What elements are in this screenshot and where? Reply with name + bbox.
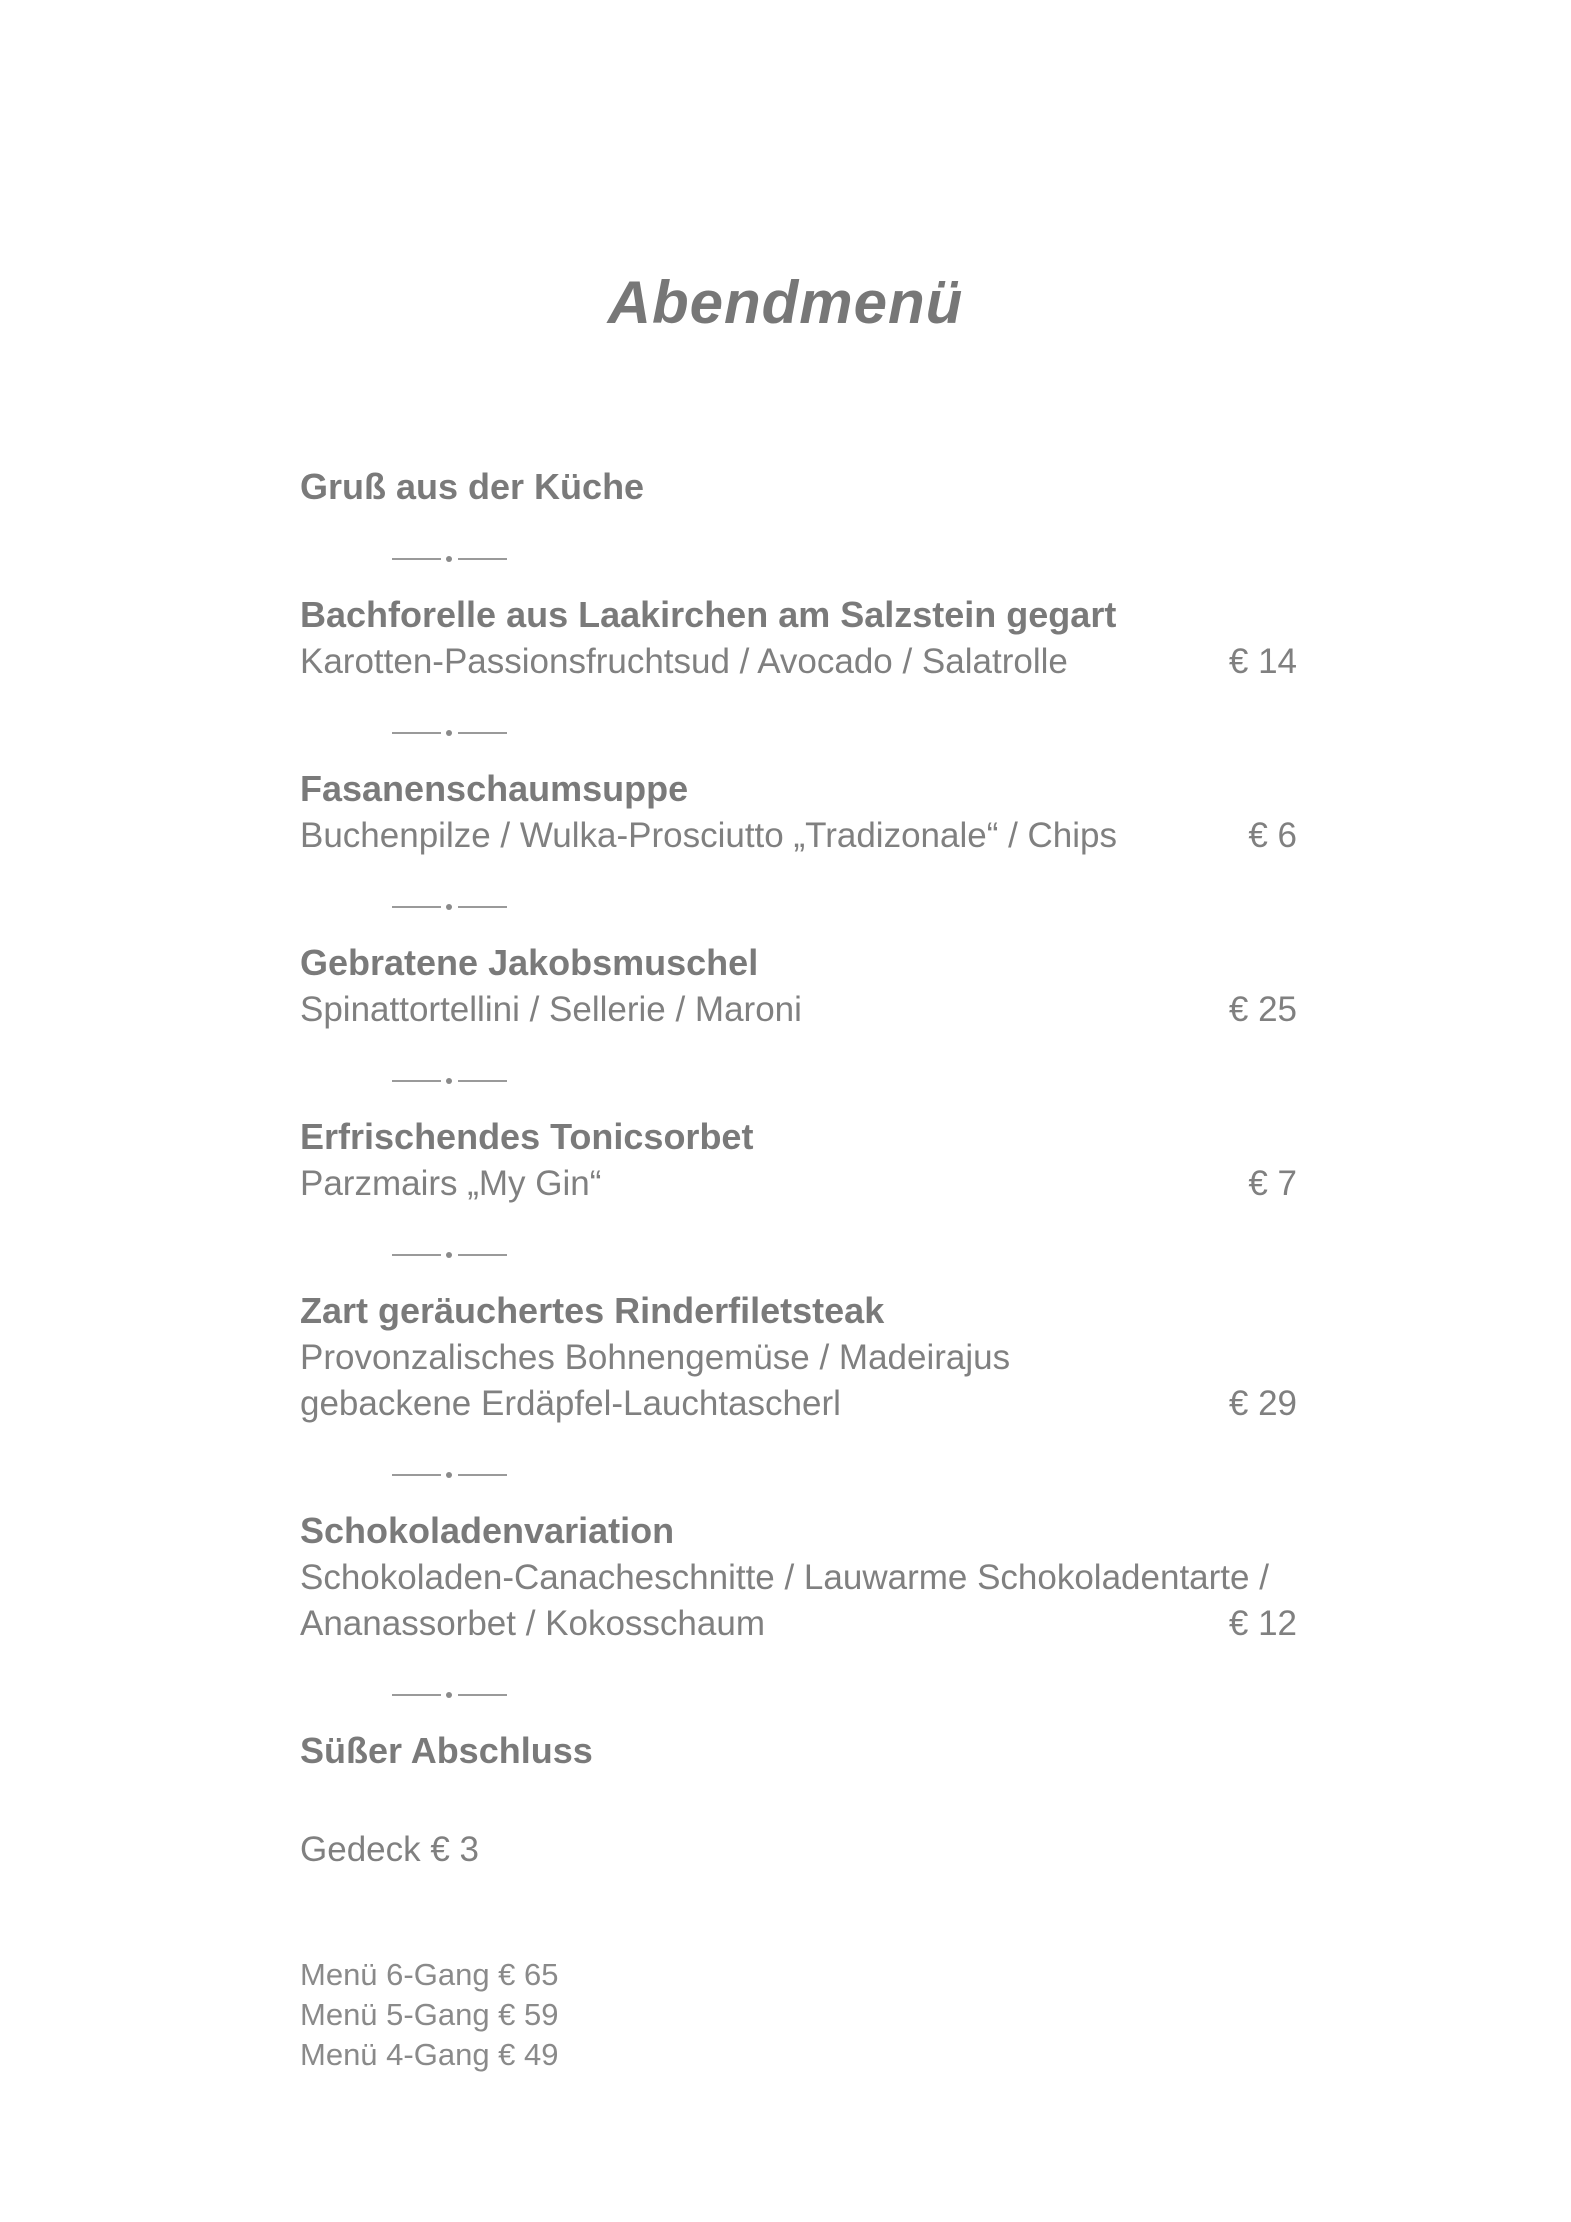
course-price: € 14 [1228,642,1297,681]
course-price: € 29 [1228,1384,1297,1423]
course-divider [300,859,1297,939]
description-line: gebackene Erdäpfel-Lauchtascherl [300,1384,841,1423]
course-description [300,987,1297,1033]
course-divider [300,1033,1297,1113]
description-line: Parzmairs „My Gin“ [300,1164,602,1203]
course-price: € 6 [1248,816,1297,855]
course-name: Fasanenschaumsuppe [300,768,689,809]
course-divider [300,685,1297,765]
set-menu-price: Menü 4-Gang € 49 [300,2037,559,2072]
course-description [300,639,1297,685]
course-price: € 25 [1228,990,1297,1029]
course-item [300,1727,1297,1775]
description-line: Ananassorbet / Kokosschaum [300,1604,765,1643]
course-list [300,463,1297,2075]
course-item [300,591,1297,685]
set-menu-price: Menü 6-Gang € 65 [300,1957,559,1992]
set-menu-prices [300,1955,1297,2075]
course-name: Erfrischendes Tonicsorbet [300,1116,754,1157]
description-line: Buchenpilze / Wulka-Prosciutto „Tradizonale“ / Chips [300,816,1118,855]
course-name: Gruß aus der Küche [300,466,645,507]
course-divider [300,511,1297,591]
set-menu-price: Menü 5-Gang € 59 [300,1997,559,2032]
course-description [300,1161,1297,1207]
course-name: Bachforelle aus Laakirchen am Salzstein gegart [300,594,1117,635]
course-price: € 7 [1248,1164,1297,1203]
page-title: Abendmenü [607,269,964,336]
course-item [300,463,1297,511]
course-item [300,1113,1297,1207]
course-item [300,1507,1297,1647]
course-item [300,765,1297,859]
course-item [300,939,1297,1033]
description-line: Schokoladen-Canacheschnitte / Lauwarme Schokoladentarte / [300,1558,1269,1597]
course-name: Süßer Abschluss [300,1730,593,1771]
course-description [300,1555,1297,1647]
course-price: € 12 [1228,1604,1297,1643]
course-name: Zart geräuchertes Rinderfiletsteak [300,1290,885,1331]
description-line: Provonzalisches Bohnengemüse / Madeirajus [300,1338,1011,1377]
course-item [300,1287,1297,1427]
description-line: Spinattortellini / Sellerie / Maroni [300,990,802,1029]
course-divider [300,1647,1297,1727]
course-description [300,813,1297,859]
course-divider [300,1427,1297,1507]
course-name: Gebratene Jakobsmuschel [300,942,759,983]
course-description [300,1335,1297,1427]
description-line: Karotten-Passionsfruchtsud / Avocado / Salatrolle [300,642,1068,681]
cover-charge: Gedeck € 3 [300,1830,479,1869]
course-name: Schokoladenvariation [300,1510,675,1551]
course-divider [300,1207,1297,1287]
